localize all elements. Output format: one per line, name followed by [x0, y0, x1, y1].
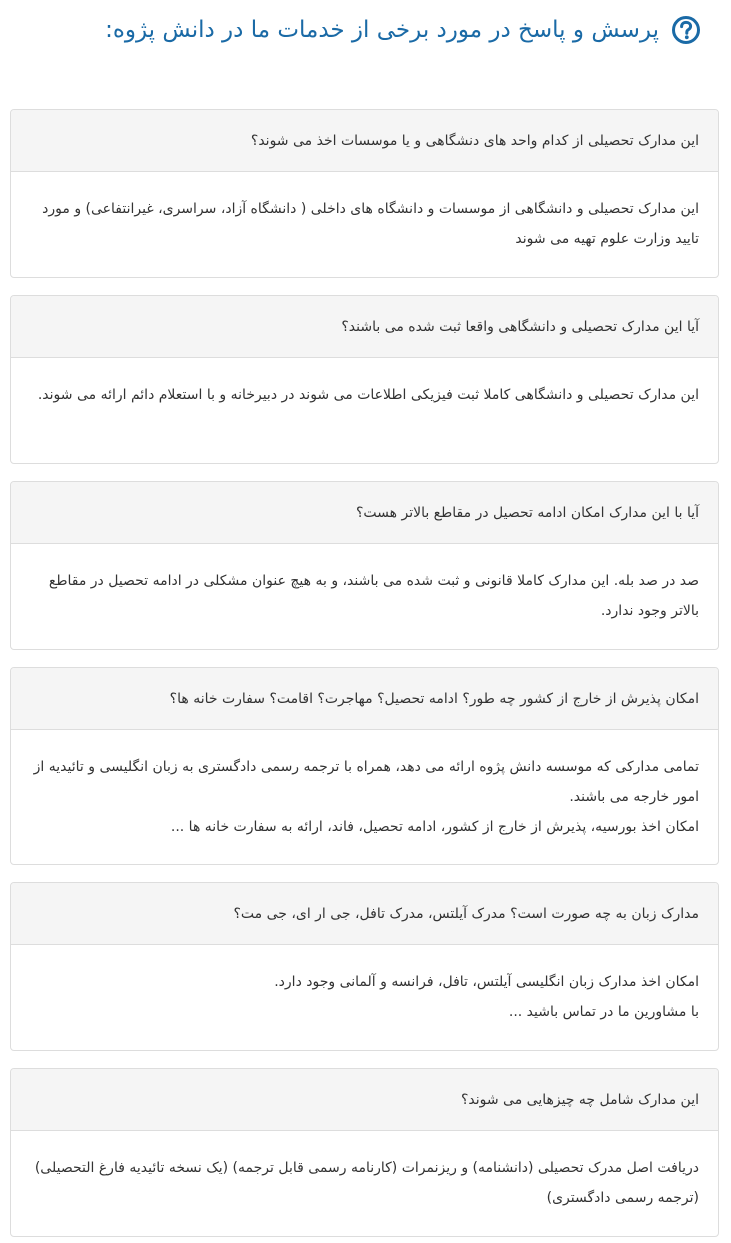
faq-question[interactable]: این مدارک تحصیلی از کدام واحد های دنشگاهی و یا موسسات اخذ می شوند؟ — [11, 110, 718, 172]
faq-answer — [11, 544, 718, 626]
faq-answer-text: این مدارک تحصیلی و دانشگاهی کاملا ثبت فیزیکی اطلاعات می شوند در دبیرخانه و با استعلام دائم ارائه می شوند. — [37, 387, 699, 403]
faq-answer — [11, 1131, 718, 1213]
faq-answer-text: صد در صد بله. این مدارک کاملا قانونی و ثبت شده می باشند، و به هیچ عنوان مشکلی در ادامه تحصیل در مقاطع بالاتر وجود ندارد. — [48, 573, 699, 619]
faq-answer-text: این مدارک تحصیلی و دانشگاهی از موسسات و دانشگاه های داخلی ( دانشگاه آزاد، سراسری، غیرانتفاعی) و مورد تایید وزارت علوم تهیه می شوند — [42, 201, 699, 247]
faq-answer-text: امکان اخذ بورسیه، پذیرش از خارج از کشور، ادامه تحصیل، فاند، ارائه به سفارت خانه ها ... — [170, 819, 699, 835]
question-circle-icon — [671, 15, 701, 45]
faq-answer — [11, 358, 718, 410]
faq-item — [10, 295, 719, 464]
faq-answer-text: با مشاورین ما در تماس باشید ... — [508, 1004, 699, 1020]
faq-item — [10, 481, 719, 650]
faq-answer-text: دریافت اصل مدرک تحصیلی (دانشنامه) و ریزنمرات (کارنامه رسمی قابل ترجمه) (یک نسخه تائیدیه فارغ التحصیلی) (ترجمه رسمی دادگستری) — [34, 1160, 699, 1206]
faq-item — [10, 109, 719, 278]
faq-question[interactable]: این مدارک شامل چه چیزهایی می شوند؟ — [11, 1069, 718, 1131]
faq-answer — [11, 730, 718, 842]
faq-question[interactable]: آیا این مدارک تحصیلی و دانشگاهی واقعا ثبت شده می باشند؟ — [11, 296, 718, 358]
faq-question[interactable]: آیا با این مدارک امکان ادامه تحصیل در مقاطع بالاتر هست؟ — [11, 482, 718, 544]
faq-answer-text: امکان اخذ مدارک زبان انگلیسی آیلتس، تافل، فرانسه و آلمانی وجود دارد. — [274, 974, 699, 990]
faq-item — [10, 1068, 719, 1237]
faq-answer — [11, 945, 718, 1027]
page-header — [10, 10, 701, 50]
faq-item — [10, 667, 719, 865]
faq-list — [10, 109, 719, 1237]
page-title: پرسش و پاسخ در مورد برخی از خدمات ما در دانش پژوه: — [105, 17, 659, 43]
faq-answer-text: تمامی مدارکی که موسسه دانش پژوه ارائه می دهد، همراه با ترجمه رسمی دادگستری به زبان انگلیسی و تائیدیه از امور خارجه می باشند. — [33, 759, 699, 805]
faq-question[interactable]: مدارک زبان به چه صورت است؟ مدرک آیلتس، مدرک تافل، جی ار ای، جی مت؟ — [11, 883, 718, 945]
faq-answer — [11, 172, 718, 254]
faq-item — [10, 882, 719, 1051]
faq-question[interactable]: امکان پذیرش از خارج از کشور چه طور؟ ادامه تحصیل؟ مهاجرت؟ اقامت؟ سفارت خانه ها؟ — [11, 668, 718, 730]
